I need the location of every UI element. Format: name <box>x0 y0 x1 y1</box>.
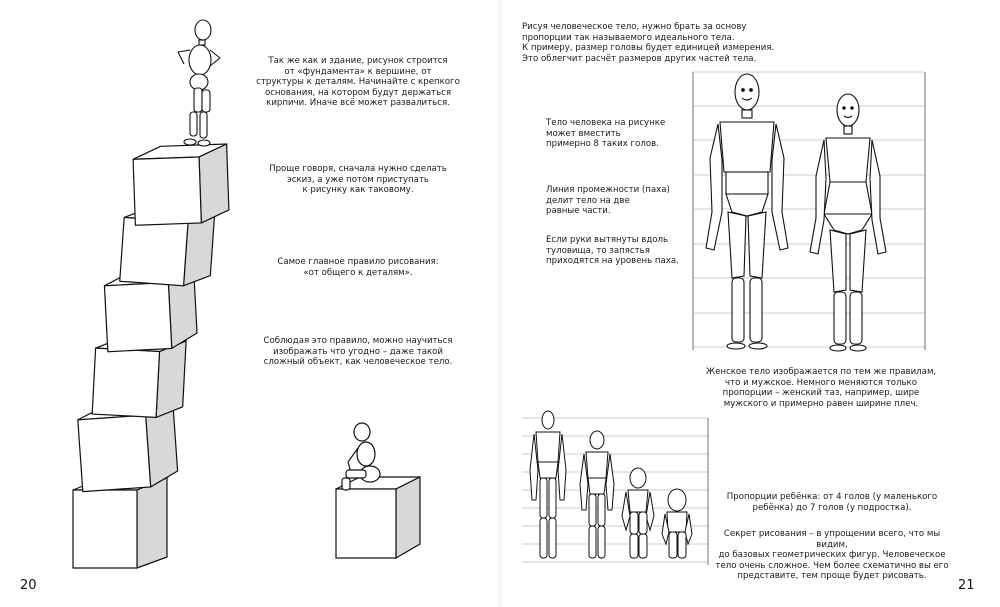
child-figures <box>530 411 692 558</box>
small-cube-with-sitting-figure <box>336 423 420 558</box>
female-figure <box>810 94 886 351</box>
intro-paragraph: Рисуя человеческое тело, нужно брать за основу пропорции так называемого идеального тела. К примеру, размер головы будет единицей измерения. Это облегчит расчёт размеров других частей тела. <box>522 22 775 64</box>
male-figure <box>706 74 788 349</box>
drawing-secret-note: Секрет рисования – в упрощении всего, что мы видим, до базовых геометрических фигур. Человеческое тело очень сложное. Чем более схематично вы его представите, тем проще будет рисовать. <box>715 529 949 582</box>
female-body-note: Женское тело изображается по тем же правилам, что и мужское. Немного меняются только пропорции – женский таз, например, шире мужского и примерно равен ширине плеч. <box>705 367 937 409</box>
main-rule-paragraph: Самое главное правило рисования: «от общего к деталям». <box>277 257 439 278</box>
right-page <box>500 0 1000 607</box>
child-proportions-note: Пропорции ребёнка: от 4 голов (у маленького ребёнка) до 7 голов (у подростка). <box>726 492 938 513</box>
crotch-line-note: Линия промежности (паха) делит тело на две равные части. <box>546 185 670 217</box>
sketch-paragraph: Проще говоря, сначала нужно сделать эскиз, а уже потом приступать к рисунку как таковому. <box>269 164 447 196</box>
adult-proportions-diagram <box>500 0 1000 607</box>
foundation-paragraph: Так же как и здание, рисунок строится от «фундамента» к вершине, от структуры к деталям. Начинайте с крепкого основания, на котором будут держаться кирпичи. Иначе всё может развалиться. <box>256 56 460 109</box>
page-number-left: 20 <box>20 578 37 593</box>
wrist-level-note: Если руки вытянуты вдоль туловища, то запястья приходятся на уровень паха. <box>546 235 679 267</box>
follow-rule-paragraph: Соблюдая это правило, можно научиться изображать что угодно – даже такой сложный объект, как человеческое тело. <box>263 336 453 368</box>
page-number-right: 21 <box>958 578 975 593</box>
eight-heads-note: Тело человека на рисунке может вместить примерно 8 таких голов. <box>546 118 666 150</box>
mannequin-figure-top <box>178 20 220 146</box>
